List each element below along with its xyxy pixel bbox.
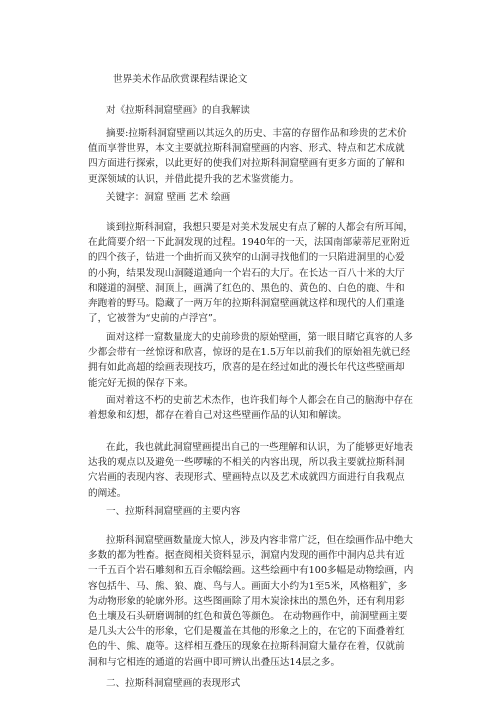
paragraph-imagination: 面对着这不朽的史前艺术杰作，也许我们每个人都会在自己的脑海中存在着想象和幻想，都存在着自己对这些壁画作品的认知和解读。 bbox=[88, 395, 413, 422]
paragraph-content: 拉斯科洞窟壁画数量庞大惊人，涉及内容非常广泛，但在绘画作品中绝大多数的都为牲畜。据查阅相关资料显示，洞窟内发现的画作中洞内总共有近一千五百个岩石雕刻和五百余幅绘画。这些绘画中有100多幅是动物绘画，内容包括牛、马、熊、狼、鹿、鸟与人。画面大小约为1至5米，风格粗犷，多为动物形象的轮廓外形。这些图画除了用木炭涂抹出的黑色外，还有利用彩色土壤及石头研磨调制的红色和黄色等颜色。 在动物画作中，前洞壁画主要是几头大公牛的形象，它们是覆盖在其他的形象之上的，在它的下面叠着红色的牛、熊、鹿等。这样相互叠压的现象在拉斯科洞窟大量存在着，仅就前洞和与它相连的通道的岩画中即可辨认出叠压达14层之多。 bbox=[88, 535, 414, 668]
header-title: 世界美术作品欣赏课程结课论文 bbox=[113, 74, 248, 85]
abstract-paragraph: 摘要:拉斯科洞窟壁画以其远久的历史、丰富的存留作品和珍贵的艺术价值而享誉世界，本文主要就拉斯科洞窟壁画的内容、形式、特点和艺术成就四方面进行探索，以此更好的使我们对拉斯科洞窟壁画有更多方面的了解和更深领域的认识，并借此提升我的艺术鉴赏能力。 bbox=[88, 128, 407, 185]
section-heading-content: 一、拉斯科洞窟壁画的主要内容 bbox=[106, 506, 241, 517]
section-heading-form: 二、拉斯科洞窟壁画的表现形式 bbox=[106, 678, 241, 689]
paragraph-first-impression: 面对这样一窟数量庞大的史前珍贵的原始壁画，第一眼目睹它真容的人多少都会带有一丝惊讶和欣喜，惊讶的是在1.5万年以前我们的原始祖先就已经拥有如此高超的绘画表现技巧，欣喜的是在经过如此的漫长年代这些壁画却能完好无损的保存下来。 bbox=[88, 332, 413, 389]
paragraph-intent: 在此，我也就此洞窟壁画提出自己的一些理解和认识，为了能够更好地表达我的观点以及避免一些啰嗦的不相关的内容出现，所以我主要就拉斯科洞穴岩画的表现内容、表现形式、壁画特点以及艺术成就四方面进行自我观点的阐述。 bbox=[88, 442, 413, 499]
paragraph-discovery: 谈到拉斯科洞窟，我想只要是对美术发展史有点了解的人都会有所耳闻，在此简要介绍一下此洞发现的过程。1940年的一天，法国南部蒙蒂尼亚附近的四个孩子，钻进一个曲折而又狭窄的山洞寻找他们的一只陷进洞里的心爱的小狗，结果发现山洞隧道通向一个岩石的大厅。在长达一百八十米的大厅和隧道的洞壁、洞顶上，画满了红色的、黑色的、黄色的、白色的鹿、牛和奔跑着的野马。隐藏了一两万年的拉斯科洞窟壁画就这样和现代的人们重逢了，它被誉为“史前的卢浮宫”。 bbox=[88, 222, 413, 325]
subtitle: 对《拉斯科洞窟壁画》的自我解读 bbox=[106, 105, 250, 116]
keywords-line: 关键字：洞窟 壁画 艺术 绘画 bbox=[106, 192, 231, 203]
